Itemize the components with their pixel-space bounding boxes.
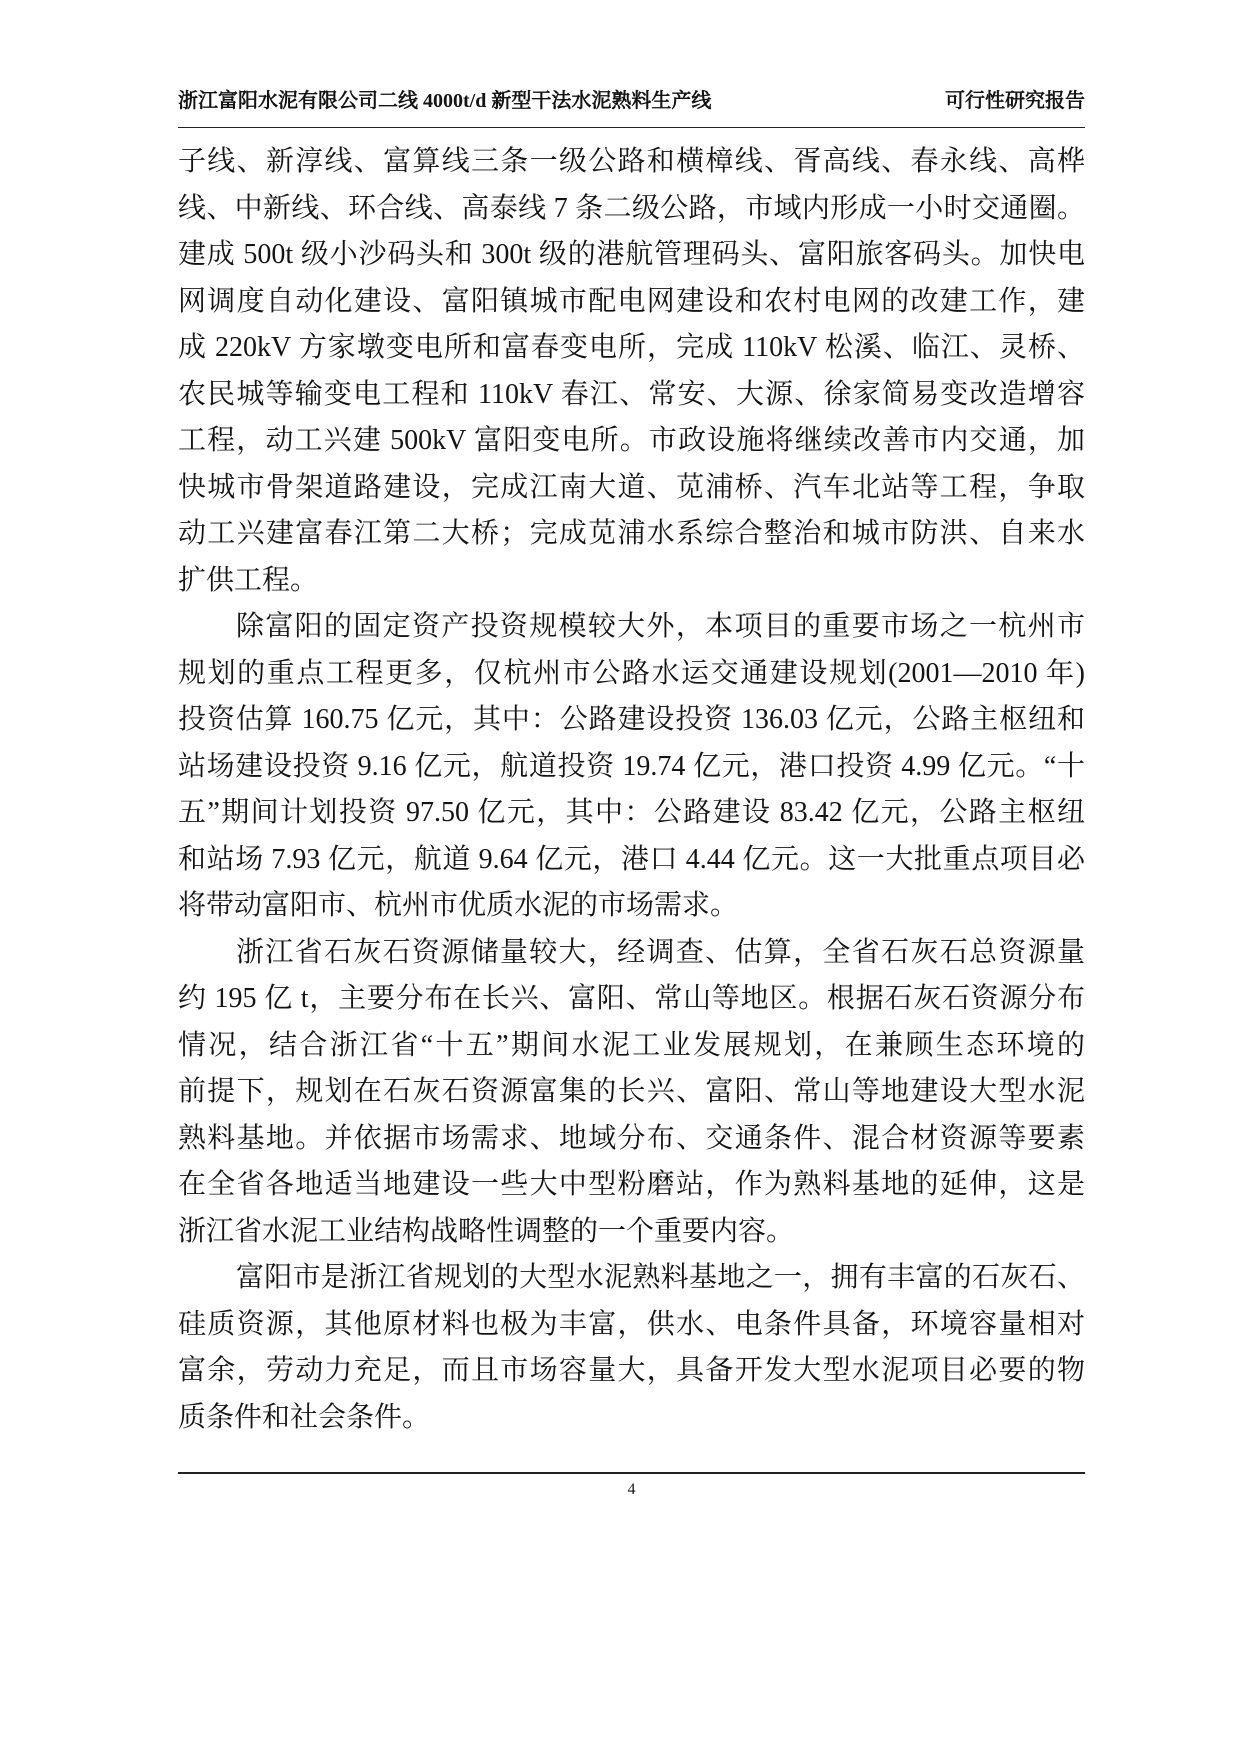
body-text-line: 约 195 亿 t，主要分布在长兴、富阳、常山等地区。根据石灰石资源分布 [178, 983, 1085, 1014]
body-text-line: 将带动富阳市、杭州市优质水泥的市场需求。 [178, 890, 739, 921]
document-title: 浙江富阳水泥有限公司二线 4000t/d 新型干法水泥熟料生产线 [178, 90, 712, 112]
body-text-line: 浙江省水泥工业结构战略性调整的一个重要内容。 [178, 1215, 795, 1247]
paragraph [178, 1255, 1085, 1441]
body-text-line: 线、中新线、环合线、高泰线 7 条二级公路，市域内形成一小时交通圈。 [178, 192, 1085, 224]
body-text-line: 投资估算 160.75 亿元，其中：公路建设投资 136.03 亿元，公路主枢纽和 [178, 704, 1085, 735]
body-text-line: 前提下，规划在石灰石资源富集的长兴、富阳、常山等地建设大型水泥 [178, 1076, 1085, 1107]
body-text-line: 扩供工程。 [178, 564, 319, 596]
paragraph [178, 604, 1085, 930]
body-text-line: 农民城等输变电工程和 110kV 春江、常安、大源、徐家简易变改造增容 [178, 378, 1085, 410]
body-text-line: 富阳市是浙江省规划的大型水泥熟料基地之一，拥有丰富的石灰石、 [236, 1262, 1085, 1293]
page-header [178, 86, 1085, 128]
footer-divider [178, 1472, 1085, 1474]
body-text-line: 熟料基地。并依据市场需求、地域分布、交通条件、混合材资源等要素 [178, 1122, 1085, 1154]
body-text-line: 在全省各地适当地建设一些大中型粉磨站，作为熟料基地的延伸，这是 [178, 1169, 1085, 1200]
body-text-line: 网调度自动化建设、富阳镇城市配电网建设和农村电网的改建工作，建 [178, 285, 1085, 317]
page-number: 4 [627, 1481, 636, 1498]
body-text-line: 成 220kV 方家墩变电所和富春变电所，完成 110kV 松溪、临江、灵桥、 [178, 332, 1085, 363]
body-text-line: 站场建设投资 9.16 亿元，航道投资 19.74 亿元，港口投资 4.99 亿元。“十 [178, 750, 1085, 782]
body-text-line: 五”期间计划投资 97.50 亿元，其中：公路建设 83.42 亿元，公路主枢纽 [178, 797, 1085, 828]
body-text-line: 建成 500t 级小沙码头和 300t 级的港航管理码头、富阳旅客码头。加快电 [178, 239, 1085, 270]
report-type: 可行性研究报告 [945, 90, 1085, 112]
body-text-line: 质条件和社会条件。 [178, 1401, 431, 1433]
body-text-line: 动工兴建富春江第二大桥；完成苋浦水系综合整治和城市防洪、自来水 [178, 518, 1085, 549]
body-text-line: 规划的重点工程更多，仅杭州市公路水运交通建设规划(2001—2010 年) [178, 657, 1085, 689]
paragraph [178, 930, 1085, 1256]
body-text-line: 快城市骨架道路建设，完成江南大道、苋浦桥、汽车北站等工程，争取 [178, 471, 1085, 503]
body-text-line: 子线、新淳线、富算线三条一级公路和横樟线、胥高线、春永线、高桦 [178, 146, 1085, 177]
paragraph [178, 139, 1085, 604]
body-text-line: 工程，动工兴建 500kV 富阳变电所。市政设施将继续改善市内交通，加 [178, 425, 1085, 456]
body-text-line: 浙江省石灰石资源储量较大，经调查、估算，全省石灰石总资源量 [236, 936, 1085, 968]
body-text-line: 情况，结合浙江省“十五”期间水泥工业发展规划，在兼顾生态环境的 [178, 1029, 1085, 1061]
body-text-line: 硅质资源，其他原材料也极为丰富，供水、电条件具备，环境容量相对 [178, 1308, 1085, 1340]
body-text-line: 除富阳的固定资产投资规模较大外，本项目的重要市场之一杭州市 [236, 611, 1085, 642]
body-text-line: 富余，劳动力充足，而且市场容量大，具备开发大型水泥项目必要的物 [178, 1355, 1085, 1386]
body-text-line: 和站场 7.93 亿元，航道 9.64 亿元，港口 4.44 亿元。这一大批重点项目必 [178, 843, 1085, 875]
document-body [178, 139, 1085, 1441]
